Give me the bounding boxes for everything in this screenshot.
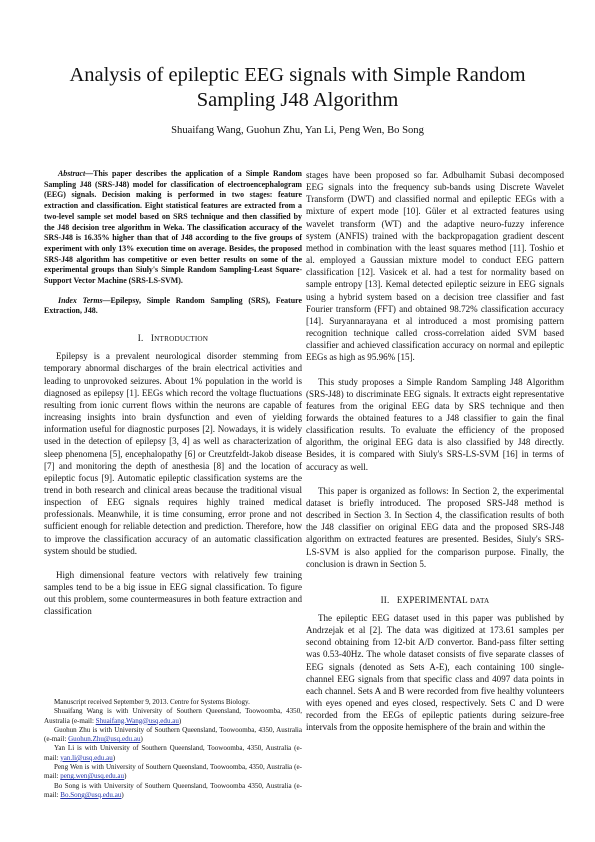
email-link[interactable]: peng.wen@usq.edu.au	[60, 772, 125, 781]
intro-paragraph-2: High dimensional feature vectors with relatively few training samples tend to be a big issue in EEG signal classification. To figure out this problem, some countermeasures in both feature extraction and classification	[44, 569, 302, 617]
section-first-letter: I	[150, 333, 155, 344]
left-column	[44, 169, 302, 618]
intro-paragraph-1: Epilepsy is a prevalent neurological disorder stemming from temporary abnormal discharges of the brain electrical activities and leading to unprovoked seizures. About 1% population in the world is diagnosed as epilepsy [1]. EEGs which record the voltage fluctuations resulting from ionic current flows within the neurons are capable of increasing insights into brain dysfunction and even of yielding information useful for diagnostic purposes [2]. Nowadays, it is widely used in the detection of epilepsy [3, 4] as well as characterization of sleep phenomena [5], encephalopathy [6] or Creutzfeldt-Jakob disease [7] and monitoring the depth of anesthesia [8] and the location of epileptic focus [9]. Automatic epileptic classification systems are the trend in both research and clinical areas because the traditional visual inspection of EEG signals requires highly trained medical professionals. Meanwhile, it is time consuming, error prone and not sufficient enough for reliable detection and prediction. Therefore, how to improve the classification accuracy of an automatic classification system should be studied.	[44, 351, 302, 556]
section-number: II.	[380, 594, 390, 605]
abstract-lead: Abstract	[58, 169, 86, 178]
section-number: I.	[137, 333, 144, 344]
footnotes	[44, 698, 302, 800]
paper-title: Analysis of epileptic EEG signals with Simple Random Sampling J48 Algorithm	[69, 64, 526, 111]
footnote-author-4: Peng Wen is with University of Southern Queensland, Toowoomba, 4350, Australia (e-mail: peng.wen@usq.edu.au)	[44, 763, 302, 781]
abstract	[44, 169, 302, 287]
right-column	[306, 169, 564, 734]
section-small: DATA	[470, 596, 490, 605]
index-terms	[44, 296, 302, 317]
footnote-author-2: Guohun Zhu is with University of Southern Queensland, Toowoomba, 4350, Australia (e-mail: Guohun.Zhu@usq.edu.au)	[44, 725, 302, 744]
section-heading-introduction	[44, 332, 302, 345]
section-rest: NTRODUCTION	[154, 335, 209, 344]
footnote-received: Manuscript received September 9, 2013. Centre for Systems Biology.	[54, 698, 250, 706]
body-paragraph-study: This study proposes a Simple Random Sampling J48 Algorithm (SRS-J48) to discriminate EEG signals. It extracts eight representative features from the original EEG data by SRS technique and then forwards the obtained features to a J48 classifier to gain the final classification results. To evaluate the efficiency of the proposed algorithm, the original EEG data is also classified by J48 directly. Besides, it is compared with Siuly's SRS-LS-SVM [16] in terms of accuracy as well.	[306, 376, 564, 472]
email-link[interactable]: yan.li@usq.edu.au	[60, 753, 113, 762]
experimental-paragraph: The epileptic EEG dataset used in this paper was published by Andrzejak et al [2]. The data was digitized at 173.61 samples per second obtaining from 12-bit A/D convertor. Band-pass filter setting was 0.53-40Hz. The whole dataset consists of five separate classes of EEG signals (denoted as Sets A-E), each containing 100 single-channel EEG signals from that specific class and 4097 data points in each channel. Sets A and B were recorded from five healthy volunteers with eyes opened and eyes closed, respectively. Sets C and D were recorded from the EEGs of epileptic patients during seizure-free intervals from the opposite hemisphere of the brain and within the	[306, 613, 564, 733]
email-link[interactable]: Guohun.Zhu@usq.edu.au	[68, 735, 141, 744]
email-link[interactable]: Shuaifang.Wang@usq.edu.au	[95, 716, 179, 725]
author-list: Shuaifang Wang, Guohun Zhu, Yan Li, Peng Wen, Bo Song	[171, 125, 424, 136]
section-heading-experimental-data	[306, 594, 564, 607]
index-terms-text: —Epilepsy, Simple Random Sampling (SRS), Feature Extraction, J48.	[44, 295, 302, 316]
footnote-author-5: Bo Song is with University of Southern Queensland, Toowoomba 4350, Australia (e-mail: Bo.Song@usq.edu.au)	[44, 781, 302, 799]
body-paragraph-continued: stages have been proposed so far. Adbulhamit Subasi decomposed EEG signals into the frequency sub-bands using Discrete Wavelet Transform (DWT) and classified normal and epileptic EEGs with a mixture of expert mode [10]. Güler et al extracted features using wavelet transform (WT) and the adaptive neuro-fuzzy inference system (ANFIS) trained with the backpropagation gradient descent method in combination with the least squares method [11]. Toshio et al. employed a Gaussian mixture model to conduct EEG pattern classification [12]. Vasicek et al. had a test for normality based on sample entropy [13]. Kemal detected epileptic seizure in EEG signals using a hybrid system based on a decision tree classifier and fast Fourier transform (FFT) and obtained 98.72% classification accuracy [14]. Suryannarayana et al introduced a most promising pattern recognition technique called cross-correlation aided SVM based classifier and achieved classification accuracy on normal and epileptic EEGs as high as 95.96% [15].	[306, 170, 564, 363]
index-terms-lead: Index Terms	[58, 295, 103, 305]
email-link[interactable]: Bo.Song@usq.edu.au	[60, 790, 122, 799]
footnote-author-3: Yan Li is with University of Southern Queensland, Toowoomba, 4350, Australia (e-mail: yan.li@usq.edu.au)	[44, 744, 302, 762]
body-paragraph-organization: This paper is organized as follows: In Section 2, the experimental dataset is briefly introduced. The proposed SRS-J48 method is described in Section 3. In Section 4, the classification results of both the J48 classifier on original EEG data and the proposed SRS-J48 algorithm on extracted features are presented. Besides, Siuly's SRS-LS-SVM is also applied for the comparison purpose. Finally, the conclusion is drawn in Section 5.	[306, 485, 564, 569]
section-main: EXPERIMENTAL	[396, 594, 468, 605]
footnote-author-1: Shuaifang Wang is with University of Southern Queensland, Toowoomba, 4350, Australia (e-mail: Shuaifang.Wang@usq.edu.au)	[44, 707, 302, 725]
abstract-text: —This paper describes the application of a Simple Random Sampling J48 (SRS-J48) model for classification of electroencephalogram (EEG) signals. Decision making is performed in two stages: feature extraction and classification. Eight statistical features are extracted from a two-level sample set model based on SRS technique and then classified by the J48 decision tree algorithm in Weka. The classification accuracy of the SRS-J48 is 16.35% higher than that of J48 according to the five groups of experiment with only 13% execution time on average. Besides, the proposed SRS-J48 algorithm has competitive or even better results on some of the experimental groups than Siuly's Simple Random Sampling-Least Square-Support Vector Machine (SRS-LS-SVM).	[44, 169, 302, 286]
